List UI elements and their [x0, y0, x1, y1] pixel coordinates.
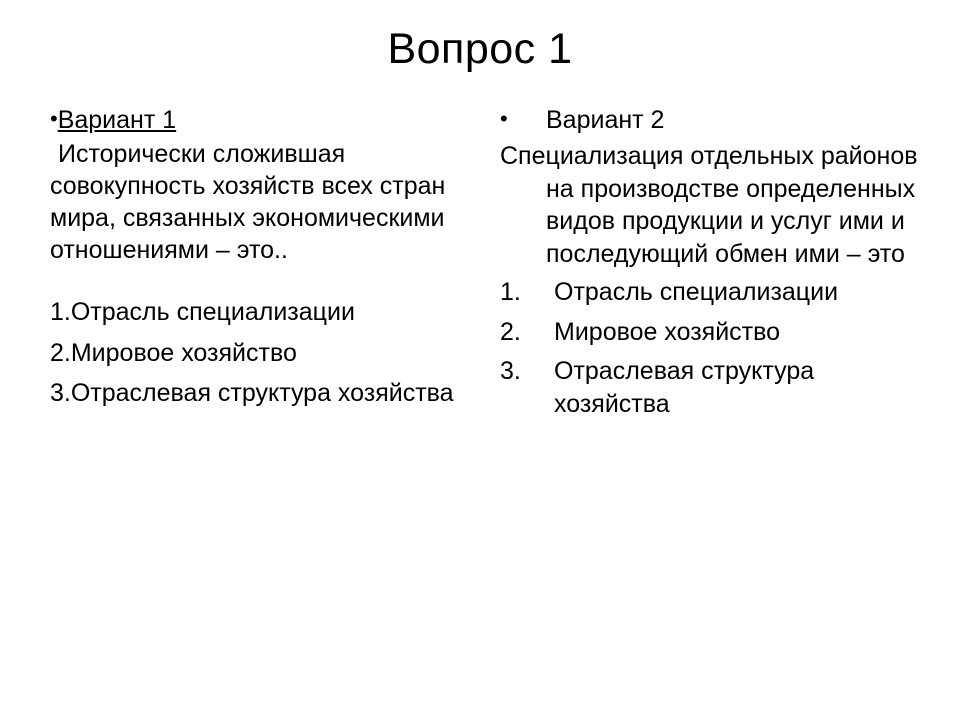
left-option-2[interactable]: 2.Мировое хозяйство [50, 338, 297, 367]
right-question-text: Специализация отдельных районов на производстве определенных видов продукции и услуг ими и последующий обмен ими – это [500, 142, 918, 268]
right-column [500, 105, 920, 427]
right-option-1-marker: 1. [500, 278, 521, 307]
left-option-1[interactable]: 1.Отрасль специализации [50, 298, 355, 327]
page-title: Вопрос 1 [387, 25, 573, 73]
left-column [50, 105, 470, 418]
left-variant-label: Вариант 1 [57, 106, 177, 134]
right-variant-heading [500, 105, 920, 136]
left-question-text: Исторически сложившая совокупность хозяйств всех стран мира, связанных экономическими отношениями – это.. [50, 140, 446, 265]
right-option-2-label: Мировое хозяйство [554, 317, 781, 346]
left-spacer [50, 266, 470, 296]
right-option-3-label: Отраслевая структура хозяйства [554, 357, 815, 418]
right-option-1-label: Отрасль специализации [554, 278, 839, 307]
left-variant-heading [50, 105, 470, 136]
bullet-icon: • [500, 106, 508, 131]
right-option-3[interactable] [500, 355, 920, 420]
bullet-icon: • [50, 106, 58, 131]
right-option-2[interactable] [500, 316, 920, 349]
right-option-1[interactable] [500, 276, 920, 309]
right-option-3-marker: 3. [500, 357, 521, 386]
right-option-2-marker: 2. [500, 317, 521, 346]
right-variant-label: Вариант 2 [546, 106, 665, 134]
right-options-list [500, 276, 920, 420]
left-option-3[interactable]: 3.Отраслевая структура хозяйства [50, 379, 454, 408]
